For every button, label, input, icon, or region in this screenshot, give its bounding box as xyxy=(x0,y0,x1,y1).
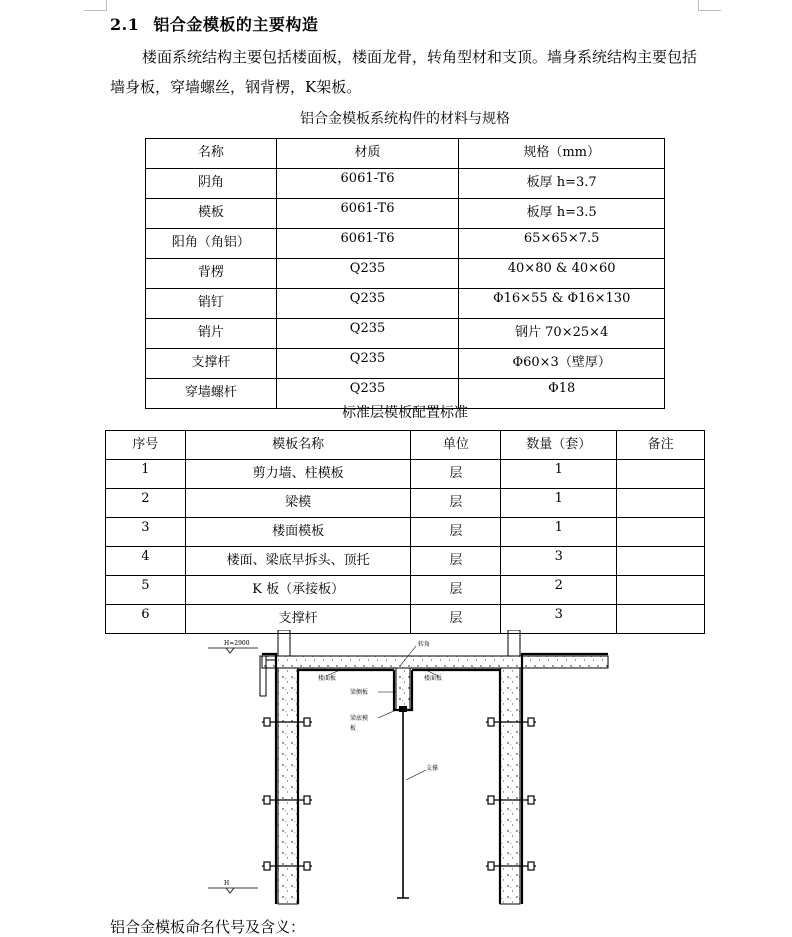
table-cell: 40×80 & 40×60 xyxy=(459,259,665,289)
table-cell: 阴角 xyxy=(146,169,277,199)
table-header-row xyxy=(106,431,705,460)
table-header-row xyxy=(146,139,665,169)
table-cell: 背楞 xyxy=(146,259,277,289)
label-beam-bottom-2: 板 xyxy=(350,725,357,732)
header-cell: 材质 xyxy=(276,139,459,169)
table2-caption: 标准层模板配置标准 xyxy=(342,405,468,421)
table-cell xyxy=(617,489,705,518)
table-cell: Q235 xyxy=(276,379,459,409)
page-corner-mark-right xyxy=(698,0,721,11)
table-cell: 模板 xyxy=(146,199,277,229)
section-heading xyxy=(110,12,318,35)
header-cell: 规格（mm） xyxy=(459,139,665,169)
header-cell: 模板名称 xyxy=(185,431,411,460)
table-cell: 5 xyxy=(106,576,186,605)
label-corner: 转角 xyxy=(418,641,431,648)
table-cell: 6061-T6 xyxy=(276,169,459,199)
table-row xyxy=(106,460,705,489)
naming-codes-intro: 铝合金模板命名代号及含义： xyxy=(110,918,306,936)
table-cell: 楼面模板 xyxy=(185,518,411,547)
formwork-section-drawing xyxy=(200,630,610,912)
table-cell: Φ60×3（壁厚） xyxy=(459,349,665,379)
table-cell: 销钉 xyxy=(146,289,277,319)
page-corner-mark-left xyxy=(84,0,107,11)
table-cell: 阳角（角铝） xyxy=(146,229,277,259)
table-cell: 剪力墙、柱模板 xyxy=(185,460,411,489)
table-cell: 2 xyxy=(106,489,186,518)
table-cell: 层 xyxy=(411,605,501,634)
header-cell: 名称 xyxy=(146,139,277,169)
table-row xyxy=(106,576,705,605)
table-cell: Φ16×55 & Φ16×130 xyxy=(459,289,665,319)
intro-paragraph: 楼面系统结构主要包括楼面板，楼面龙骨，转角型材和支顶。墙身系统结构主要包括墙身板，穿墙螺丝，钢背楞，K架板。 xyxy=(110,48,698,96)
table-cell: 层 xyxy=(411,576,501,605)
table-row xyxy=(146,289,665,319)
configuration-table xyxy=(105,430,705,634)
beam xyxy=(396,668,410,710)
table-cell xyxy=(617,547,705,576)
table-cell: 6061-T6 xyxy=(276,199,459,229)
table-cell: 支撑杆 xyxy=(185,605,411,634)
table-cell: 4 xyxy=(106,547,186,576)
table-cell: 板厚 h=3.5 xyxy=(459,199,665,229)
table-cell: 6061-T6 xyxy=(276,229,459,259)
table-cell: Q235 xyxy=(276,289,459,319)
table-cell: 1 xyxy=(501,460,617,489)
table-cell: 3 xyxy=(501,605,617,634)
table-cell: 楼面、梁底早拆头、顶托 xyxy=(185,547,411,576)
table-cell: 3 xyxy=(501,547,617,576)
table-cell: 3 xyxy=(106,518,186,547)
table-cell xyxy=(617,605,705,634)
table-row xyxy=(146,199,665,229)
table-cell: 1 xyxy=(106,460,186,489)
table-row xyxy=(146,169,665,199)
label-beam-side: 梁侧板 xyxy=(350,689,369,696)
header-cell: 序号 xyxy=(106,431,186,460)
table-cell: 板厚 h=3.7 xyxy=(459,169,665,199)
table-row xyxy=(146,319,665,349)
label-floor-right: 楼面板 xyxy=(424,675,443,682)
table-cell xyxy=(617,518,705,547)
table-cell: Q235 xyxy=(276,319,459,349)
table-cell: 1 xyxy=(501,518,617,547)
section-title: 铝合金模板的主要构造 xyxy=(153,15,319,34)
wall-ties xyxy=(262,718,536,870)
elevation-top-label: H=2900 xyxy=(224,640,250,647)
table-cell: 65×65×7.5 xyxy=(459,229,665,259)
table-cell: 6 xyxy=(106,605,186,634)
label-floor-left: 楼面板 xyxy=(318,675,337,682)
table-cell: 穿墙螺杆 xyxy=(146,379,277,409)
table-cell: 支撑杆 xyxy=(146,349,277,379)
table-cell: 层 xyxy=(411,547,501,576)
label-support: 支撑 xyxy=(426,765,439,772)
left-wall xyxy=(278,668,298,904)
table-row xyxy=(106,518,705,547)
table-row xyxy=(146,259,665,289)
table-cell: Q235 xyxy=(276,259,459,289)
table-cell xyxy=(617,460,705,489)
section-number: 2.1 xyxy=(110,15,140,34)
table-cell: 钢片 70×25×4 xyxy=(459,319,665,349)
table-row xyxy=(106,547,705,576)
table-row xyxy=(146,349,665,379)
table-cell: 2 xyxy=(501,576,617,605)
table-cell: 1 xyxy=(501,489,617,518)
elevation-bottom-label: H xyxy=(224,880,230,887)
table-cell: 层 xyxy=(411,518,501,547)
table-cell xyxy=(617,576,705,605)
header-cell: 数量（套） xyxy=(501,431,617,460)
table-row xyxy=(106,489,705,518)
table-row xyxy=(146,229,665,259)
right-wall xyxy=(500,668,520,904)
label-beam-bottom: 梁底模 xyxy=(350,715,369,722)
table1-caption: 铝合金模板系统构件的材料与规格 xyxy=(300,111,510,127)
table-cell: Q235 xyxy=(276,349,459,379)
materials-table xyxy=(145,138,665,409)
table-cell: 梁模 xyxy=(185,489,411,518)
table-cell: 销片 xyxy=(146,319,277,349)
table-cell: 层 xyxy=(411,489,501,518)
table-cell: 层 xyxy=(411,460,501,489)
header-cell: 单位 xyxy=(411,431,501,460)
table-cell: K 板（承接板） xyxy=(185,576,411,605)
floor-slab xyxy=(262,656,608,668)
table-cell: Φ18 xyxy=(459,379,665,409)
formwork-panels xyxy=(262,654,608,904)
header-cell: 备注 xyxy=(617,431,705,460)
